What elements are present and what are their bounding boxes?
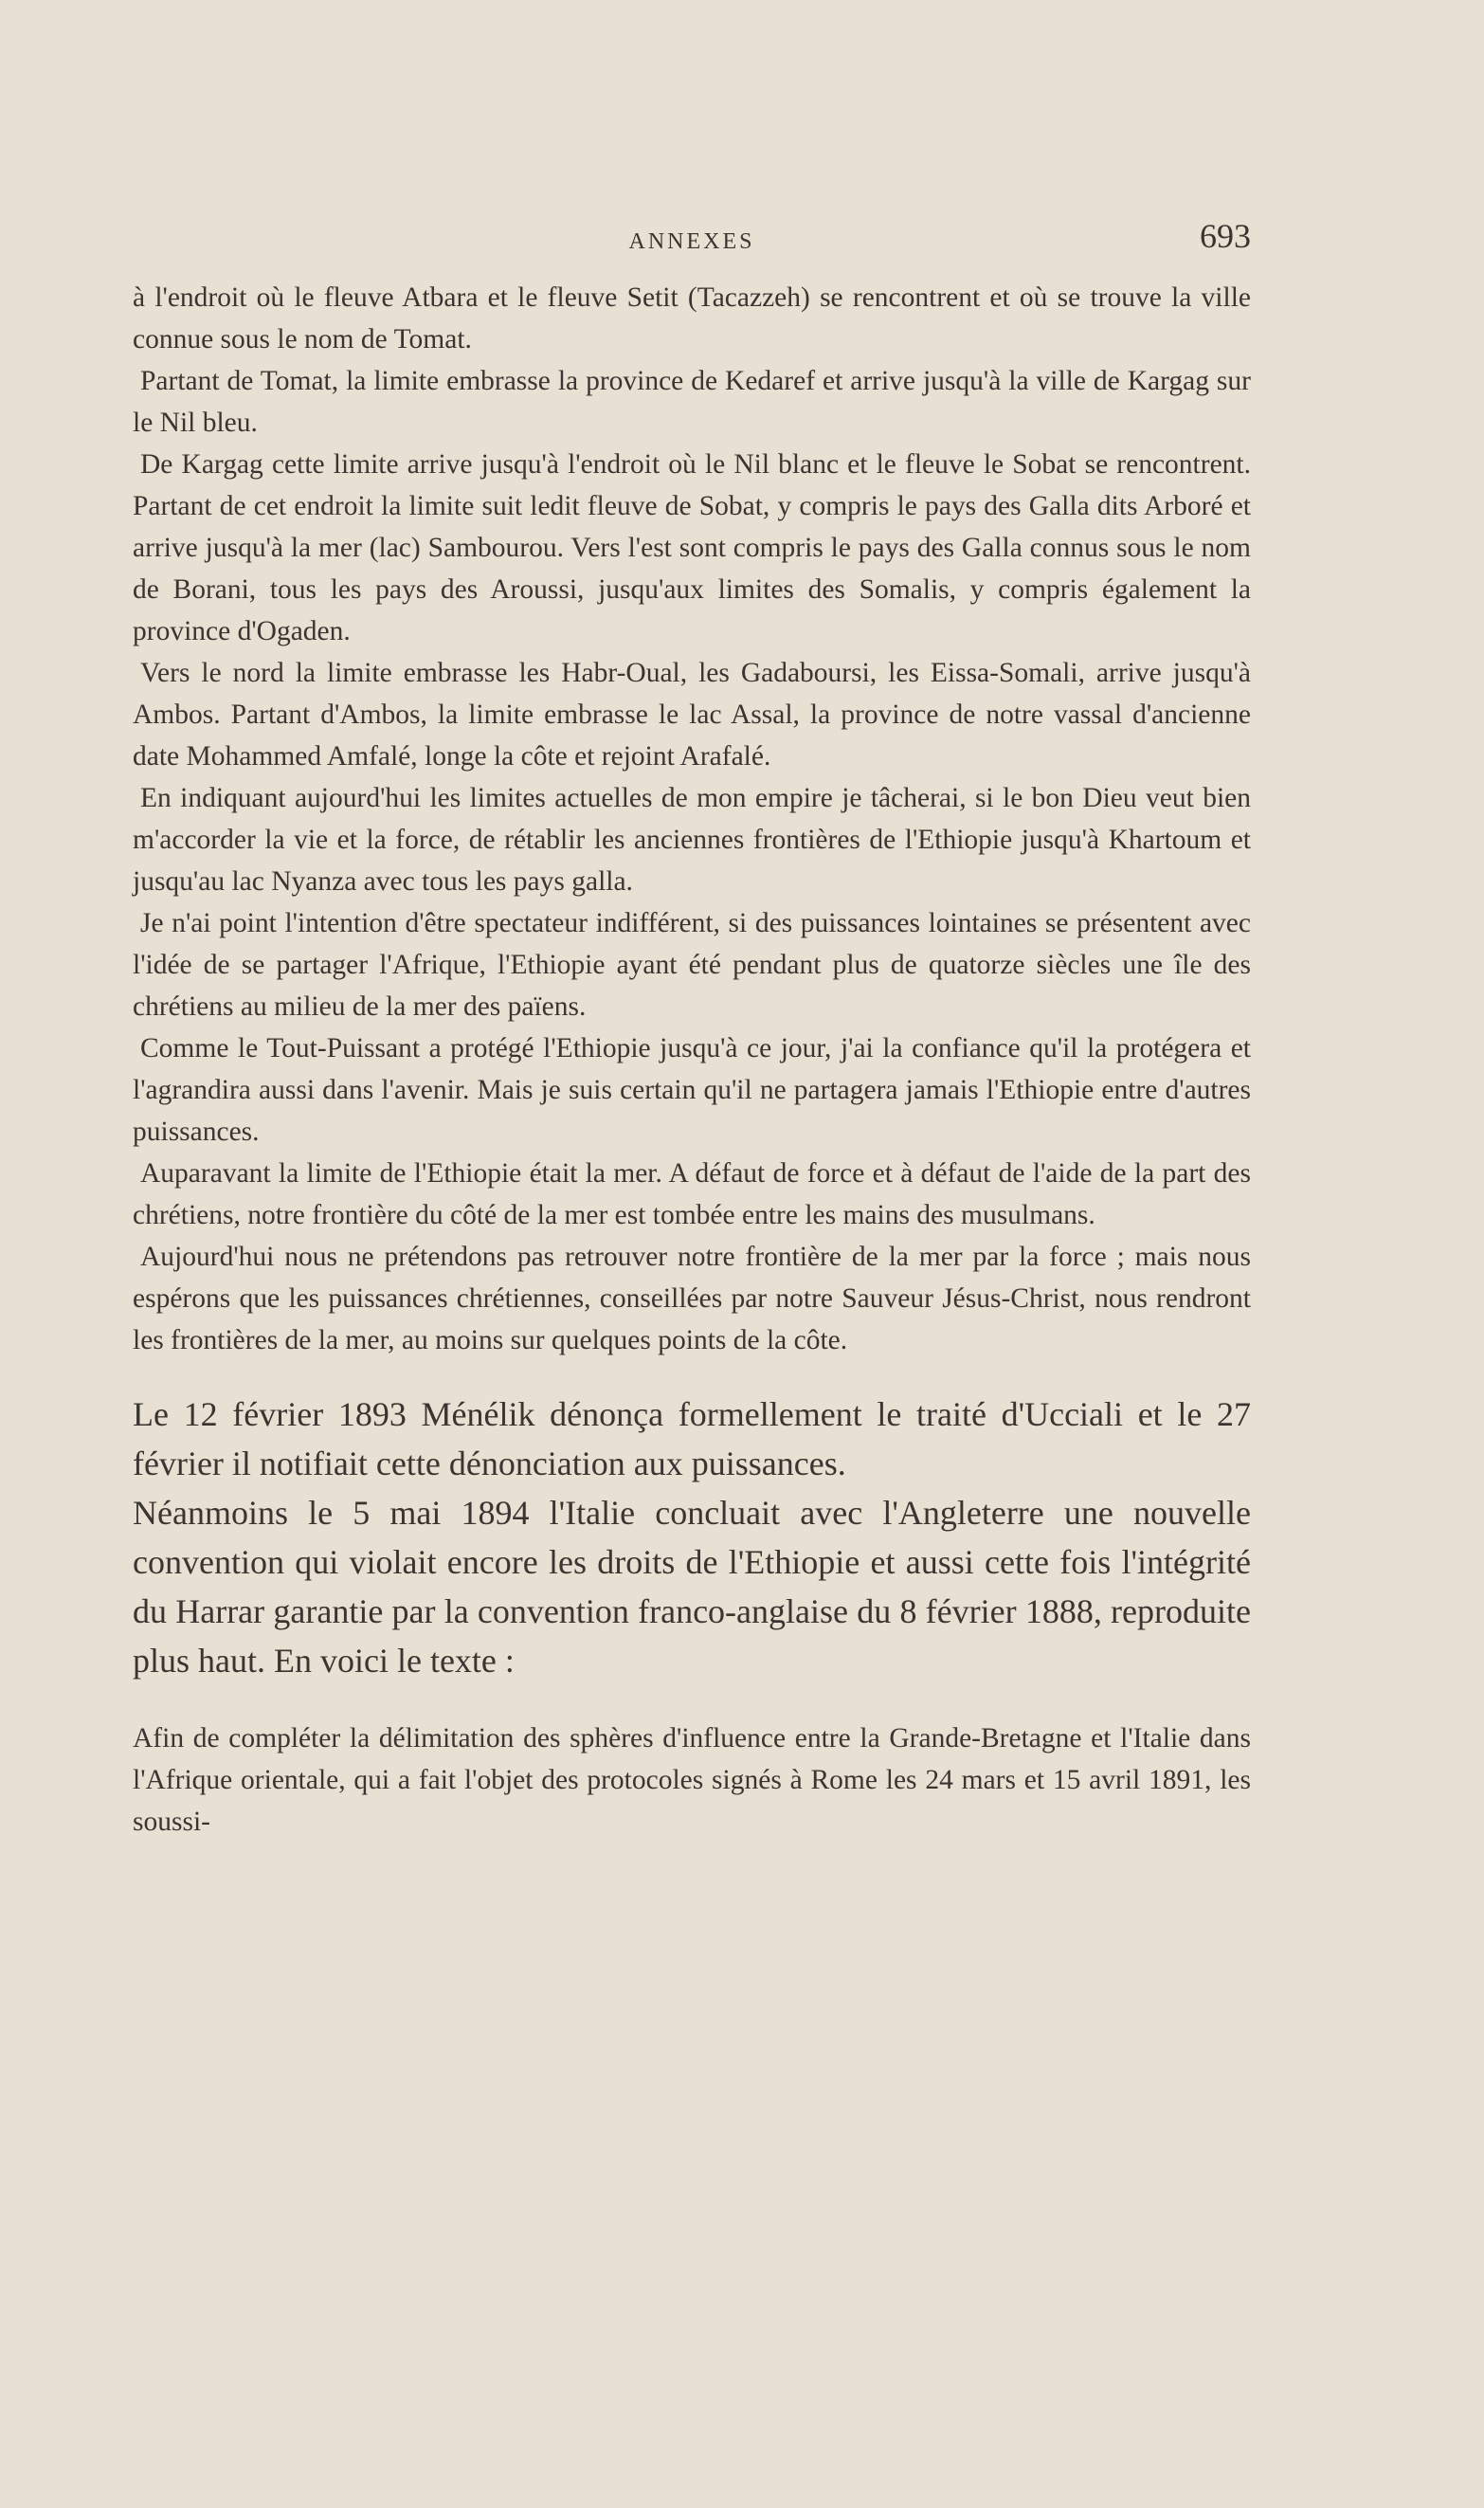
main-narrative <box>133 1390 1251 1685</box>
quoted-declaration <box>133 277 1251 1361</box>
running-title: ANNEXES <box>628 229 755 254</box>
paragraph: Auparavant la limite de l'Ethiopie était la mer. A défaut de force et à défaut de l'aide de la part des chrétiens, notre frontière du côté de la mer est tombée entre les mains des musulmans. <box>133 1158 1251 1230</box>
paragraph: Le 12 février 1893 Ménélik dénonça formellement le traité d'Ucciali et le 27 février il notifiait cette dénonciation aux puissances. <box>133 1395 1251 1482</box>
paragraph: Vers le nord la limite embrasse les Habr-Oual, les Gadaboursi, les Eissa-Somali, arrive jusqu'à Ambos. Partant d'Ambos, la limite embrasse le lac Assal, la province de notre vassal d'ancienne date Mohammed Amfalé, longe la côte et rejoint Arafalé. <box>133 658 1251 772</box>
convention-excerpt <box>133 1717 1251 1843</box>
paragraph: De Kargag cette limite arrive jusqu'à l'endroit où le Nil blanc et le fleuve le Sobat se rencontrent. Partant de cet endroit la limite suit ledit fleuve de Sobat, y compris le pays des Galla dits Arboré et arrive jusqu'à la mer (lac) Sambourou. Vers l'est sont compris le pays des Galla connus sous le nom de Borani, tous les pays des Aroussi, jusqu'aux limites des Somalis, y compris également la province d'Ogaden. <box>133 449 1251 646</box>
paragraph: Néanmoins le 5 mai 1894 l'Italie concluait avec l'Angleterre une nouvelle convention qui violait encore les droits de l'Ethiopie et aussi cette fois l'intégrité du Harrar garantie par la convention franco-anglaise du 8 février 1888, reproduite plus haut. En voici le texte : <box>133 1494 1251 1680</box>
paragraph: Afin de compléter la délimitation des sphères d'influence entre la Grande-Bretagne et l'Italie dans l'Afrique orientale, qui a fait l'objet des protocoles signés à Rome les 24 mars et 15 avril 1891, les soussi- <box>133 1723 1251 1837</box>
paragraph: à l'endroit où le fleuve Atbara et le fleuve Setit (Tacazzeh) se rencontrent et où se trouve la ville connue sous le nom de Tomat. <box>133 282 1251 354</box>
page-header <box>133 216 1251 273</box>
paragraph: Comme le Tout-Puissant a protégé l'Ethiopie jusqu'à ce jour, j'ai la confiance qu'il la protégera et l'agrandira aussi dans l'avenir. Mais je suis certain qu'il ne partagera jamais l'Ethiopie entre d'autres puissances. <box>133 1033 1251 1147</box>
paragraph: Aujourd'hui nous ne prétendons pas retrouver notre frontière de la mer par la force ; mais nous espérons que les puissances chrétiennes, conseillées par notre Sauveur Jésus-Christ, nous rendront les frontières de la mer, au moins sur quelques points de la côte. <box>133 1242 1251 1355</box>
paragraph: Partant de Tomat, la limite embrasse la province de Kedaref et arrive jusqu'à la ville de Kargag sur le Nil bleu. <box>133 366 1251 438</box>
page-number: 693 <box>1200 217 1251 255</box>
text-body <box>133 277 1251 1843</box>
paragraph: En indiquant aujourd'hui les limites actuelles de mon empire je tâcherai, si le bon Dieu veut bien m'accorder la vie et la force, de rétablir les anciennes frontières de l'Ethiopie jusqu'à Khartoum et jusqu'au lac Nyanza avec tous les pays galla. <box>133 783 1251 897</box>
paragraph: Je n'ai point l'intention d'être spectateur indifférent, si des puissances lointaines se présentent avec l'idée de se partager l'Afrique, l'Ethiopie ayant été pendant plus de quatorze siècles une île des chrétiens au milieu de la mer des païens. <box>133 908 1251 1022</box>
